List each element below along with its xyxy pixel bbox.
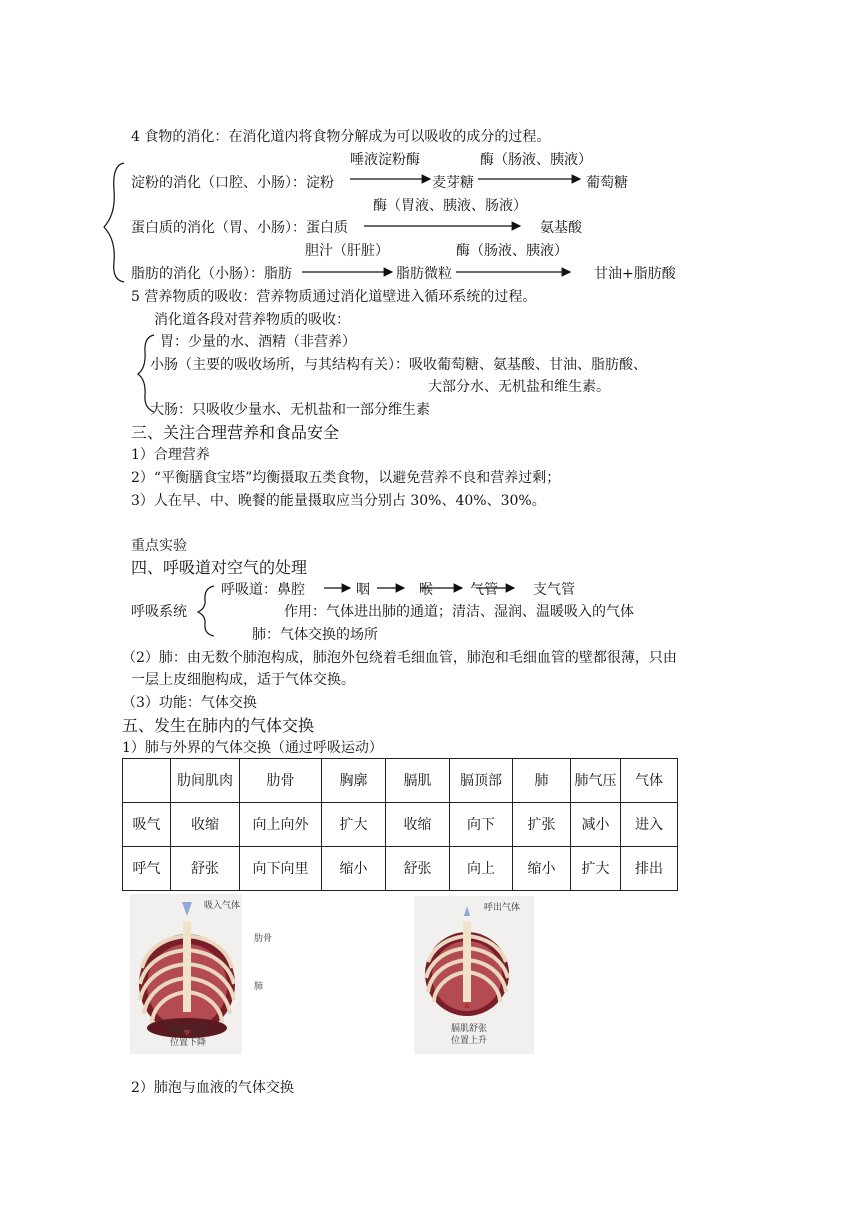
glycerol-fatty-acid-label: 甘油+脂肪酸 bbox=[594, 266, 676, 282]
fat-particle-label: 脂肪微粒 bbox=[396, 266, 452, 282]
table-header-cell: 肺 bbox=[513, 759, 571, 803]
respiratory-tract-label: 呼吸道：鼻腔 bbox=[221, 582, 305, 598]
table-cell: 扩大 bbox=[571, 847, 621, 891]
table-row bbox=[123, 803, 678, 847]
key-experiment-label: 重点实验 bbox=[131, 538, 187, 554]
small-intestine-absorption: 小肠（主要的吸收场所，与其结构有关）：吸收葡萄糖、氨基酸、甘油、脂肪酸、 bbox=[150, 357, 647, 373]
breathing-table bbox=[122, 758, 678, 891]
amino-acid-label: 氨基酸 bbox=[540, 220, 582, 236]
table-cell: 吸气 bbox=[123, 803, 171, 847]
lung-function-paragraph: （3）功能：气体交换 bbox=[122, 695, 257, 711]
maltose-label: 麦芽糖 bbox=[432, 175, 474, 191]
small-intestine-absorption-cont: 大部分水、无机盐和维生素。 bbox=[428, 379, 610, 395]
table-cell: 向上向外 bbox=[240, 803, 322, 847]
lung-paragraph-line1: （2）肺：由无数个肺泡构成，肺泡外包绕着毛细血管，肺泡和毛细血管的壁都很薄，只由 bbox=[122, 650, 677, 666]
pharynx-label: 咽 bbox=[356, 582, 370, 598]
starch-digestion-line: 淀粉的消化（口腔、小肠）：淀粉 bbox=[131, 175, 334, 191]
section5-sub1: 1）肺与外界的气体交换（通过呼吸运动） bbox=[122, 740, 383, 756]
table-cell: 向上 bbox=[450, 847, 513, 891]
absorption-heading: 5 营养物质的吸收：营养物质通过消化道壁进入循环系统的过程。 bbox=[131, 289, 537, 305]
table-cell: 缩小 bbox=[513, 847, 571, 891]
stomach-absorption: 胃：少量的水、酒精（非营养） bbox=[160, 334, 356, 350]
glucose-label: 葡萄糖 bbox=[586, 175, 628, 191]
exhale-bottom-label-2: 位置上升 bbox=[451, 1036, 488, 1046]
section3-item3: 3）人在早、中、晚餐的能量摄取应当分别占 30%、40%、30%。 bbox=[131, 493, 546, 509]
table-cell: 向下 bbox=[450, 803, 513, 847]
table-cell: 扩张 bbox=[513, 803, 571, 847]
inhale-bottom-label-2: 位置下降 bbox=[170, 1038, 207, 1048]
section3-item1: 1）合理营养 bbox=[131, 447, 210, 463]
absorption-intro: 消化道各段对营养物质的吸收： bbox=[154, 312, 350, 328]
inhale-bottom-label-1: 膈肌收缩 bbox=[170, 1026, 207, 1036]
table-cell: 缩小 bbox=[322, 847, 386, 891]
respiratory-system-label: 呼吸系统 bbox=[131, 604, 187, 620]
protein-enzyme: 酶（胃液、胰液、肠液） bbox=[373, 198, 527, 214]
section3-item2: 2）“平衡膳食宝塔”均衡摄取五类食物，以避免营养不良和营养过剩； bbox=[131, 470, 561, 486]
table-cell: 收缩 bbox=[386, 803, 450, 847]
table-header-cell: 胸廓 bbox=[322, 759, 386, 803]
table-cell: 收缩 bbox=[171, 803, 240, 847]
inhale-lung-label: 肺 bbox=[254, 982, 264, 992]
starch-enzyme-2: 酶（肠液、胰液） bbox=[480, 152, 592, 168]
bronchi-label: 支气管 bbox=[533, 582, 575, 598]
section4-title: 四、呼吸道对空气的处理 bbox=[131, 558, 308, 577]
table-cell: 进入 bbox=[621, 803, 678, 847]
table-header-cell: 气体 bbox=[621, 759, 678, 803]
table-cell: 扩大 bbox=[322, 803, 386, 847]
table-header-cell: 肋骨 bbox=[240, 759, 322, 803]
starch-enzyme-1: 唾液淀粉酶 bbox=[350, 152, 420, 168]
table-row bbox=[123, 847, 678, 891]
table-cell: 呼气 bbox=[123, 847, 171, 891]
respiratory-brace bbox=[198, 586, 214, 636]
table-header-cell bbox=[123, 759, 171, 803]
fat-digestion-line: 脂肪的消化（小肠）：脂肪 bbox=[131, 266, 292, 282]
trachea-label: 气管 bbox=[470, 582, 498, 598]
larynx-label: 喉 bbox=[419, 582, 433, 598]
table-header-cell: 肺气压 bbox=[571, 759, 621, 803]
lung-function: 肺：气体交换的场所 bbox=[252, 627, 378, 643]
table-cell: 舒张 bbox=[171, 847, 240, 891]
section3-title: 三、关注合理营养和食品安全 bbox=[131, 423, 340, 442]
large-intestine-absorption: 大肠：只吸收少量水、无机盐和一部分维生素 bbox=[150, 402, 430, 418]
section5-title: 五、发生在肺内的气体交换 bbox=[122, 716, 315, 735]
digestion-brace bbox=[104, 163, 124, 282]
bile-label: 胆汁（肝脏） bbox=[305, 243, 389, 259]
table-header-row bbox=[123, 759, 678, 803]
lung-paragraph-line2: 一层上皮细胞构成，适于气体交换。 bbox=[131, 672, 355, 688]
table-header-cell: 膈顶部 bbox=[450, 759, 513, 803]
table-cell: 减小 bbox=[571, 803, 621, 847]
inhale-top-label: 吸入气体 bbox=[204, 901, 241, 911]
digestion-heading: 4 食物的消化：在消化道内将食物分解成为可以吸收的成分的过程。 bbox=[131, 129, 551, 145]
section5-sub2: 2）肺泡与血液的气体交换 bbox=[131, 1080, 294, 1096]
fat-enzyme-label: 酶（肠液、胰液） bbox=[456, 243, 568, 259]
table-cell: 舒张 bbox=[386, 847, 450, 891]
table-cell: 排出 bbox=[621, 847, 678, 891]
table-header-cell: 肋间肌肉 bbox=[171, 759, 240, 803]
table-cell: 向下向里 bbox=[240, 847, 322, 891]
protein-digestion-line: 蛋白质的消化（胃、小肠）：蛋白质 bbox=[131, 220, 348, 236]
table-header-cell: 膈肌 bbox=[386, 759, 450, 803]
exhale-bottom-label-1: 膈肌舒张 bbox=[451, 1024, 488, 1034]
exhale-top-label: 呼出气体 bbox=[484, 903, 521, 913]
tract-function: 作用：气体进出肺的通道；清洁、湿润、温暖吸入的气体 bbox=[284, 604, 634, 620]
inhale-rib-label: 肋骨 bbox=[254, 934, 273, 944]
